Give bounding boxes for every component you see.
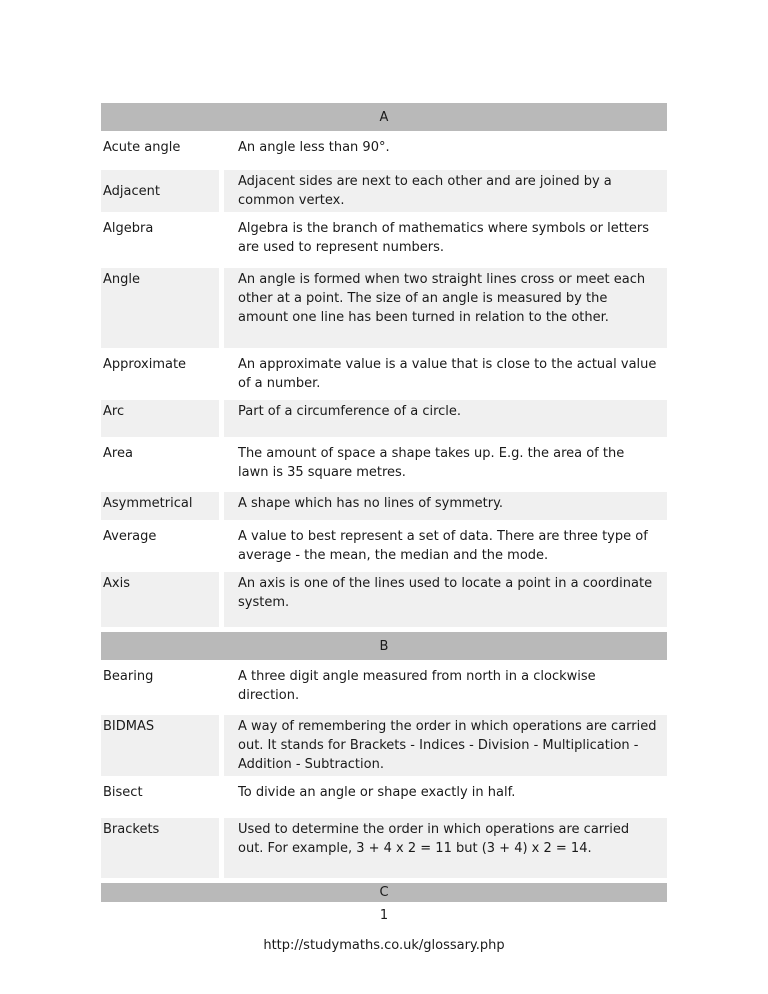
glossary-row (101, 818, 667, 878)
glossary-row (101, 268, 667, 348)
term-cell: Angle (101, 268, 219, 348)
definition-cell: An approximate value is a value that is close to the actual value of a number. (238, 357, 657, 391)
definition-cell: An angle is formed when two straight lines cross or meet each other at a point. The size of an angle is measured by the amount one line has been turned in relation to the other. (224, 268, 667, 348)
glossary-row (101, 492, 667, 520)
definition-cell: A way of remembering the order in which operations are carried out. It stands for Brackets - Indices - Division - Multiplication - Addition - Subtraction. (224, 715, 667, 776)
glossary-row (101, 781, 667, 813)
term-cell: Area (103, 446, 133, 461)
term-cell: Adjacent (101, 170, 219, 212)
definition-cell: Algebra is the branch of mathematics where symbols or letters are used to represent numbers. (238, 221, 650, 255)
definition-cell: A shape which has no lines of symmetry. (224, 492, 667, 520)
section-letter: B (101, 632, 667, 660)
footer-url: http://studymaths.co.uk/glossary.php (263, 938, 505, 953)
section-header-row (101, 883, 667, 902)
glossary-row (101, 400, 667, 437)
glossary-row (101, 665, 667, 710)
definition-cell: To divide an angle or shape exactly in half. (238, 785, 516, 800)
definition-cell: Adjacent sides are next to each other and are joined by a common vertex. (224, 170, 667, 212)
definition-cell: A value to best represent a set of data. There are three type of average - the mean, the median and the mode. (238, 529, 648, 563)
section-letter: A (101, 103, 667, 131)
term-cell: Brackets (101, 818, 219, 878)
term-cell: Bisect (103, 785, 143, 800)
term-cell: Acute angle (103, 140, 181, 155)
glossary-row (101, 525, 667, 567)
glossary-table (96, 98, 672, 907)
glossary-row (101, 217, 667, 263)
glossary-row (101, 353, 667, 395)
section-header-row (101, 632, 667, 660)
glossary-row (101, 170, 667, 212)
definition-cell: A three digit angle measured from north in a clockwise direction. (238, 669, 596, 703)
term-cell: Bearing (103, 669, 154, 684)
term-cell: Algebra (103, 221, 154, 236)
definition-cell: An angle less than 90°. (238, 140, 390, 155)
glossary-table-body (101, 103, 667, 902)
page-number: 1 (379, 908, 389, 923)
definition-cell: Part of a circumference of a circle. (224, 400, 667, 437)
definition-cell: An axis is one of the lines used to locate a point in a coordinate system. (224, 572, 667, 627)
term-cell: Arc (101, 400, 219, 437)
section-header-row (101, 103, 667, 131)
term-cell: BIDMAS (101, 715, 219, 776)
term-cell: Asymmetrical (101, 492, 219, 520)
term-cell: Axis (101, 572, 219, 627)
definition-cell: Used to determine the order in which operations are carried out. For example, 3 + 4 x 2 = 11 but (3 + 4) x 2 = 14. (224, 818, 667, 878)
glossary-row (101, 572, 667, 627)
section-letter: C (101, 883, 667, 902)
definition-cell: The amount of space a shape takes up. E.g. the area of the lawn is 35 square metres. (238, 446, 625, 480)
term-cell: Approximate (103, 357, 187, 372)
term-cell: Average (103, 529, 157, 544)
glossary-row (101, 136, 667, 165)
glossary-row (101, 715, 667, 776)
glossary-row (101, 442, 667, 487)
